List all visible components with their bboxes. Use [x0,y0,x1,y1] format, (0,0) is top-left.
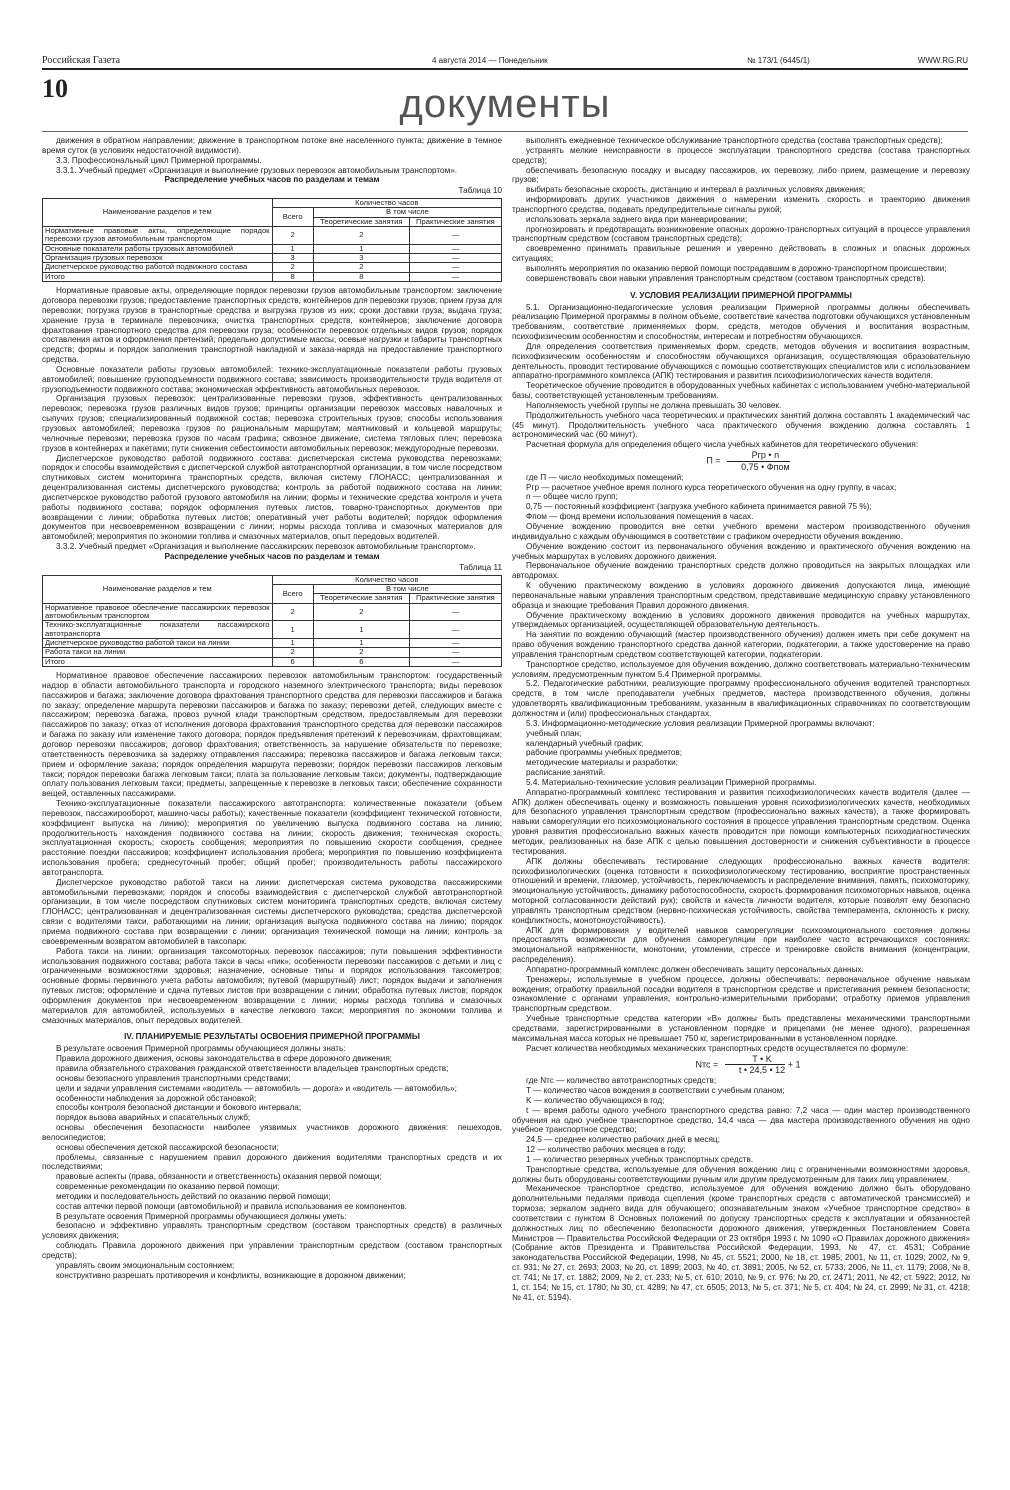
list-item: календарный учебный график; [526,738,644,748]
paragraph: Тренажеры, используемые в учебном процессе, должны обеспечивать: первоначальное обучение навыкам вождения; отработку правильной посадки водителя в транспортном средстве и пристегивания ремнем безопасности; ознакомление с органами управления, контрольно-измерительными приборами; отработку приемов управления транспортным средством. [512,974,970,1014]
paragraph: Аппаратно-программный комплекс должен обеспечивать защиту персональных данных. [526,964,864,974]
table-10 [42,198,502,282]
paragraph: Основные показатели работы грузовых автомобилей: технико-эксплуатационные показатели работы грузовых автомобилей; повышение грузоподъемности подвижного состава; зависимость производительности труда водителя от грузоподъемности подвижного состава; экономическая эффективность автомобильных перевозок. [42,364,502,394]
paragraph: На занятии по вождению обучающий (мастер производственного обучения) должен иметь при себе документ на право обучения вождению транспортного средства данной категории, подкатегории, а также удостоверение на право управления транспортным средством соответствующей категории, подкатегории. [512,630,970,659]
masthead-rule [42,68,968,70]
formula-fraction [727,450,790,473]
list-item: использовать зеркала заднего вида при маневрировании; [526,214,748,224]
paragraph: Организация грузовых перевозок: централизованные перевозки грузов, эффективность централизованных перевозок; перевозка грузов различных видов грузов; принципы организации перевозок массовых навалочных и сыпучих грузов; специализированный подвижной состав; перевозка строительных грузов; способы использования грузовых автомобилей; перевозка грузов по рациональным маршрутам; маятниковый и кольцевой маршруты; челночные перевозки; перевозка грузов по часам графика; сквозное движение, система тягловых плеч; перевозка грузов в контейнерах и пакетами; пути снижения себестоимости автомобильных перевозок; междугородные перевозки. [42,394,502,453]
paragraph: Работа такси на линии: организация таксомоторных перевозок пассажиров; пути повышения эффективности использования подвижного состава; работа такси в часы «пик»; особенности перевозки пассажиров с детьми и лиц с ограниченными возможностями здоровья; назначение, основные типы и порядок использования таксометров; основные формы первичного учета работы автомобиля; путевой (маршрутный) лист; порядок выдачи и заполнения путевых листов; оформление и сдача путевых листов при возвращении с линии; обработка путевых листов; порядок оформления документов при несвоевременном возвращении с линии; нормы расхода топлива и смазочных материалов для автомобилей, используемых в качестве легкового такси; мероприятия по экономии топлива и смазочных материалов, опыт передовых водителей. [42,946,502,1025]
list-item: методические материалы и разработки; [526,758,678,768]
table-11-title: Распределение учебных часов по разделам и темам [164,551,380,561]
col-header-name: Наименование разделов и тем [43,199,273,227]
list-item: расписание занятий. [526,768,606,778]
col-header-total: Всего [272,208,313,227]
paragraph: Обучение практическому вождению в условиях дорожного движения проводится на учебных маршрутах, утверждаемых организацией, осуществляющей образовательную деятельность. [512,610,970,630]
col-header-incl: В том числе [313,584,501,593]
paragraph: Транспортные средства, используемые для обучения вождению лиц с ограниченными возможностями здоровья, должны быть оборудованы соответствующими ручным или другим предусмотренным для таких лиц управлением. [512,1164,970,1184]
table-row-total: Итого 6 6 — [43,657,502,666]
list-item: правила обязательного страхования гражданской ответственности владельцев транспортных средств; [56,1063,449,1073]
paragraph: Фпом — фонд времени использования помещения в часах. [526,512,754,522]
paragraph: АПК должны обеспечивать тестирование следующих профессионально важных качеств водителя: психофизиологических (оценка готовности к психофизиологическому тестированию, восприятие пространственных отношений и времени, глазомер, устойчивость, переключаемость и распределение внимания, память, психомоторику, эмоциональную устойчивость, динамику работоспособности, скорость формирования психомоторных навыков, оценка моторной согласованности действий рук); свойств и качеств личности водителя, которые позволят ему безопасно управлять транспортным средством (нервно-психическая устойчивость, свойства темперамента, склонность к риску, конфликтность, монотоноустойчивость). [512,856,970,925]
col-header-practice: Практические занятия [409,217,501,226]
paragraph: Обучение вождению состоит из первоначального обучения вождению и практического обучения вождению на учебных маршрутах в условиях дорожного движения. [512,541,970,561]
list-item: основы обеспечения безопасности наиболее уязвимых участников дорожного движения: пешеходов, велосипедистов; [42,1123,502,1142]
list-item: основы обеспечения детской пассажирской безопасности; [56,1142,279,1152]
col-header-incl: В том числе [313,208,501,217]
table-row: Работа такси на линии 2 2 — [43,648,502,657]
col-header-theory: Теоретические занятия [313,594,409,603]
list-item: совершенствовать свои навыки управления транспортным средством (составом транспортных средств). [526,273,926,283]
table-11 [42,575,502,667]
list-item: цели и задачи управления системами «водитель — автомобиль — дорога» и «водитель — автомобиль»; [56,1083,457,1093]
masthead [42,55,968,67]
list-item: управлять своим эмоциональным состоянием; [56,1260,235,1270]
table-11-label: Таблица 11 [459,562,502,572]
table-row: Основные показатели работы грузовых автомобилей 1 1 — [43,244,502,253]
paragraph: Обучение вождению проводится вне сетки учебного времени мастером производственного обучения индивидуально с каждым обучающимся в соответствии с графиком очередности обучения вождению. [512,521,970,541]
list-item: где Nтс — количество автотранспортных средств; [526,1076,717,1086]
list-item: состав аптечки первой помощи (автомобильной) и правила использования ее компонентов. [56,1201,407,1211]
table-10-title: Распределение учебных часов по разделам и темам [164,175,380,185]
paragraph: Аппаратно-программный комплекс тестирования и развития психофизиологических качеств водителя (далее — АПК) должен обеспечивать оценку и возможность повышения уровня психофизиологических качеств, необходимых для безопасного управления транспортным средством (профессионально важных качеств), а также формировать навыки саморегуляции его психоэмоционального состояния в процессе управления транспортным средством. Оценка уровня развития профессионально важных качеств проводится при помощи компьютерных психодиагностических методик, реализованных на базе АПК с целью повышения достоверности и снижения субъективности в процессе тестирования. [512,787,970,856]
list-item: выполнять мероприятия по оказанию первой помощи пострадавшим в дорожно-транспортном происшествии; [526,263,947,273]
right-column [512,136,970,1303]
section-rule [42,131,968,132]
list-item: проблемы, связанные с нарушением правил дорожного движения водителями транспортных средств и их последствиями; [42,1152,502,1172]
col-header-theory: Теоретические занятия [313,217,409,226]
list-item: своевременно принимать правильные решения и уверенно действовать в сложных и опасных дорожных ситуациях; [512,244,970,264]
list-item: прогнозировать и предотвращать возникновение опасных дорожно-транспортных ситуаций в процессе управления транспортным средством (составом транспортных средств); [512,224,970,244]
list-item: правовые аспекты (права, обязанности и ответственность) оказания первой помощи; [56,1172,382,1182]
paragraph: Первоначальное обучение вождению транспортных средств должно проводиться на закрытых площадках или автодромах. [512,561,970,581]
paragraph: 5.2. Педагогические работники, реализующие программу профессионального обучения водителей транспортных средств, в том числе преподаватели учебных предметов, мастера производственного обучения, должны удовлетворять квалификационным требованиям, указанным в квалификационных справочниках по соответствующим должностям и (или) профессиональных стандартах. [512,679,970,718]
site-link[interactable]: WWW.RG.RU [917,56,968,65]
formula-numerator: T • K [725,1054,785,1066]
list-item: соблюдать Правила дорожного движения при управлении транспортным средством (составом транспортных средств); [42,1241,502,1260]
paragraph: n — общее число групп; [526,492,618,502]
paragraph: 5.3. Информационно-методические условия реализации Примерной программы включают: [526,718,875,728]
paragraph: Теоретическое обучение проводится в оборудованных учебных кабинетах с использованием учебно-материальной базы, соответствующей установленным требованиям. [512,381,970,401]
formula-numerator: Pгр • n [727,450,790,462]
paragraph: Наполняемость учебной группы не должна превышать 30 человек. [526,400,782,410]
table-row: Нормативное правовое обеспечение пассажирских перевозок автомобильным транспортом 2 2 — [43,603,502,621]
formula-lhs: П = [706,455,721,466]
list-item: выбирать безопасные скорость, дистанцию и интервал в различных условиях движения; [526,185,866,195]
formula-denominator: t • 24,5 • 12 [738,1065,786,1076]
paragraph: К обучению практическому вождению в условиях дорожного движения допускаются лица, имеющие первоначальные навыки управления транспортным средством, представившие медицинскую справку установленного образца и знающие требования Правил дорожного движения. [512,581,970,610]
page-number: 10 [42,74,68,103]
formula-rooms [512,450,970,473]
col-header-count: Количество часов [272,199,502,208]
list-item: основы безопасного управления транспортными средствами; [56,1073,291,1083]
paragraph: Транспортное средство, используемое для обучения вождению, должно соответствовать материально-техническим условиям, предусмотренным пунктом 5.4 Примерной программы. [512,659,970,679]
paragraph: Нормативное правовое обеспечение пассажирских перевозок автомобильным транспортом: государственный надзор в области автомобильного транспорта и городского наземного электрического транспорта; виды перевозок пассажиров и багажа; заключение договора фрахтования транспортного средства для перевозки пассажиров и багажа по заказу; определение маршрута перевозки пассажиров и багажа по заказу; перевозки детей, следующих вместе с пассажиром; перевозка багажа, провоз ручной клади транспортным средством, предоставляемым для перевозки пассажиров по заказу; отказ от исполнения договора фрахтования транспортного средства для перевозки пассажиров и багажа по заказу или изменение такого договора; порядок предъявления претензий к перевозчикам, фрахтовщикам; договор перевозки пассажиров; договор фрахтования; ответственность за нарушение обязательств по перевозке; ответственность перевозчика за задержку отправления пассажира; перевозка пассажиров и багажа легковым такси; прием и оформление заказа; порядок определения маршрута перевозки; порядок перевозки пассажиров легковым такси; порядок перевозки багажа легковым такси; плата за пользование легковым такси; документы, подтверждающие оплату пользования легковым такси; предметы, запрещенные к перевозке в легковых такси; обеспечение сохранности вещей, оставленных пассажирами. [42,671,502,799]
col-header-total: Всего [272,584,313,603]
formula-rhs: + 1 [787,1059,801,1070]
paragraph: 5.4. Материально-технические условия реализации Примерной программы. [526,777,817,787]
paragraph: Расчет количества необходимых механических транспортных средств осуществляется по формуле: [526,1043,909,1053]
formula-lhs: Nтс = [695,1059,719,1070]
issue-number: № 173/1 (6445/1) [747,56,810,65]
paragraph: где П — число необходимых помещений; [526,472,684,482]
paragraph: Pгр — расчетное учебное время полного курса теоретического обучения на одну группу, в часах; [526,482,897,492]
formula-denominator: 0,75 • Фпом [741,461,790,472]
left-column [42,136,502,1281]
paragraph: 0,75 — постоянный коэффициент (загрузка учебного кабинета принимается равной 75 %); [526,502,872,512]
paragraph: АПК для формирования у водителей навыков саморегуляции психоэмоционального состояния должны предоставлять возможности для обучения саморегуляции при наиболее часто встречающихся состояниях: эмоциональной напряженности, монотонии, утомлении, стрессе и тренировке свойств внимания (концентрации, распределения). [512,925,970,965]
list-item: обеспечивать безопасную посадку и высадку пассажиров, их перевозку, либо прием, размещение и перевозку грузов; [512,165,970,185]
paragraph: Учебные транспортные средства категории «B» должны быть представлены механическими транспортными средствами, зарегистрированными в установленном порядке и прицепами (не менее одного), разрешенная максимальная масса которых не превышает 750 кг, зарегистрированными в установленном порядке. [512,1014,970,1043]
list-item: способы контроля безопасной дистанции и бокового интервала; [56,1103,302,1113]
paragraph: Продолжительность учебного часа теоретических и практических занятий должна составлять 1 академический час (45 минут). Продолжительность учебного часа практического обучения вождению должна составлять 1 астрономический час (60 минут). [512,410,970,440]
paragraph: Диспетчерское руководство работой подвижного состава: диспетчерская система руководства перевозками; порядок и способы взаимодействия с диспетчерской службой автотранспортной организации, в том числе посредством спутниковых систем мониторинга транспортных средств, включая систему ГЛОНАСС; централизованная и децентрализованная системы диспетчерского руководства; контроль за работой подвижного состава на линии; диспетчерское руководство работой грузового автомобиля на линии; формы и технические средства контроля и учета работы подвижного состава; порядок оформления путевых листов, товарно-транспортных документов при возвращении с линии; обработка путевых листов; оперативный учет работы водителей; порядок оформления документов при несвоевременном возвращении с линии; нормы расхода топлива и смазочных материалов для автомобилей; мероприятия по экономии топлива и смазочных материалов, опыт передовых водителей. [42,453,502,542]
paragraph: Нормативные правовые акты, определяющие порядок перевозки грузов автомобильным транспортом: заключение договора перевозки грузов; предоставление транспортных средств, контейнеров для перевозки грузов; прием груза для перевозки; погрузка грузов в транспортные средства и выгрузка грузов из них; сроки доставки груза; выдача груза; хранение груза в терминале перевозчика; очистка транспортных средств, контейнеров; заключение договора фрахтования транспортного средства для перевозки груза; особенности перевозок отдельных видов грузов; порядок составления актов и оформления претензий; предельно допустимые массы, осевые нагрузки и габариты транспортных средств; формы и порядок заполнения транспортной накладной и заказа-наряда на предоставление транспортного средства. [42,286,502,365]
paragraph: 3.3.2. Учебный предмет «Организация и выполнение пассажирских перевозок автомобильным транспортом». [56,542,476,552]
list-item: 12 — количество рабочих месяцев в году; [526,1145,686,1155]
list-item: t — время работы одного учебного транспортного средства равно: 7,2 часа — один мастер производственного обучения на одно учебное транспортное средство, 14,4 часа — два мастера производственного обучения на одно учебное транспортное средство; [512,1105,970,1135]
paper-name: Российская Газета [42,55,121,66]
list-item: безопасно и эффективно управлять транспортным средством (составом транспортных средств) в различных условиях движения; [42,1221,502,1241]
col-header-practice: Практические занятия [409,594,501,603]
paragraph: 3.3. Профессиональный цикл Примерной программы. [56,155,262,165]
list-item: 1 — количество резервных учебных транспортных средств. [526,1154,754,1164]
paragraph: Расчетная формула для определения общего числа учебных кабинетов для теоретического обучения: [526,440,919,450]
paragraph: Диспетчерское руководство работой такси на линии: диспетчерская система руководства пассажирскими автомобильными перевозками; порядок и способы взаимодействия с диспетчерской службой автотранспортной организации, в том числе посредством спутниковых систем мониторинга транспортных средств, включая систему ГЛОНАСС; централизованная и децентрализованная системы диспетчерского руководства; средства диспетчерской связи с водителями такси, работающими на линии; организация выпуска подвижного состава на линию; порядок приема подвижного состава при возвращении с линии; организация технической помощи на линии; контроль за своевременным возвратом автомобилей в таксопарк. [42,877,502,946]
issue-date: 4 августа 2014 — Понедельник [432,56,548,65]
list-item: K — количество обучающихся в год; [526,1095,665,1105]
paragraph: Механическое транспортное средство, используемое для обучения вождению должно быть оборудовано дополнительными педалями привода сцепления (кроме транспортных средств с автоматической трансмиссией) и тормоза; зеркалом заднего вида для обучающего; опознавательным знаком «Учебное транспортное средство» в соответствии с пунктом 8 Основных положений по допуску транспортных средств к эксплуатации и обязанностей должностных лиц по обеспечению безопасности дорожного движения, утвержденных Постановлением Совета Министров — Правительства Российской Федерации от 23 октября 1993 г. № 1090 «О Правилах дорожного движения» (Собрание актов Президента и Правительства Российской Федерации, 1993, № 47, ст. 4531; Собрание законодательства Российской Федерации, 1998, № 45, ст. 5521; 2000, № 18, ст. 1985; 2001, № 11, ст. 1029; 2002, № 9, ст. 931; № 27, ст. 2693; 2003, № 20, ст. 1899; 2003, № 40, ст. 3891; 2005, № 52, ст. 5733; 2006, № 11, ст. 1179; 2008, № 8, ст. 741; № 17, ст. 1882; 2009, № 2, ст. 233; № 5, ст. 610; 2010, № 9, ст. 976; № 20, ст. 2471; 2011, № 42, ст. 5922; 2012, № 1, ст. 154; № 15, ст. 1780; № 30, ст. 4289; № 47, ст. 6505; 2013, № 5, ст. 371; № 5, ст. 404; № 24, ст. 2999; № 31, ст. 4218; № 41, ст. 5194). [512,1184,970,1302]
list-item: современные рекомендации по оказанию первой помощи; [56,1182,280,1192]
paragraph: 5.1. Организационно-педагогические условия реализации Примерной программы должны обеспечивать реализацию Примерной программы в полном объеме, соответствие качества подготовки обучающихся установленным требованиям, соответствие применяемых форм, средств, методов обучения и воспитания возрастным, психофизическим особенностям и способностям, интересам и потребностям обучающихся. [512,302,970,342]
list-item: В результате освоения Примерной программы обучающиеся должны уметь: [56,1211,347,1221]
table-row: Диспетчерское руководство работой такси на линии 1 1 — [43,639,502,648]
list-item: конструктивно разрешать противоречия и конфликты, возникающие в дорожном движении; [56,1270,406,1280]
list-item: 24,5 — среднее количество рабочих дней в месяц; [526,1135,720,1145]
table-row: Организация грузовых перевозок 3 3 — [43,254,502,263]
col-header-name: Наименование разделов и тем [43,575,273,603]
list-item: T — количество часов вождения в соответствии с учебным планом; [526,1085,785,1095]
formula-fraction [725,1054,785,1077]
paragraph: движения в обратном направлении; движение в транспортном потоке вне населенного пункта; движение в темное время суток (в условиях недостаточной видимости). [42,136,502,155]
list-item: Правила дорожного движения, основы законодательства в сфере дорожного движения; [56,1054,393,1064]
list-item: учебный план; [526,728,582,738]
list-item: рабочие программы учебных предметов; [526,748,683,758]
section-5-heading: V. УСЛОВИЯ РЕАЛИЗАЦИИ ПРИМЕРНОЙ ПРОГРАММЫ [630,290,852,300]
table-10-label: Таблица 10 [458,186,502,196]
section-title: документы [399,82,611,126]
table-row: Нормативные правовые акты, определяющие порядок перевозки грузов автомобильным транспортом 2 2 — [43,227,502,245]
formula-vehicles [512,1054,970,1077]
col-header-count: Количество часов [272,575,502,584]
list-item: порядок вызова аварийных и спасательных служб; [56,1113,251,1123]
table-row: Диспетчерское руководство работой подвижного состава 2 2 — [43,263,502,272]
list-item: информировать других участников движения о намерении изменить скорость и траекторию движения транспортного средства, подавать предупредительные сигналы рукой; [512,195,970,214]
list-item: особенности наблюдения за дорожной обстановкой; [56,1093,257,1103]
paragraph: 3.3.1. Учебный предмет «Организация и выполнение грузовых перевозок автомобильным транспортом». [56,165,458,175]
table-row-total: Итого 8 8 — [43,272,502,281]
table-row: Технико-эксплуатационные показатели пассажирского автотранспорта 1 1 — [43,621,502,639]
section-4-heading: IV. ПЛАНИРУЕМЫЕ РЕЗУЛЬТАТЫ ОСВОЕНИЯ ПРИМЕРНОЙ ПРОГРАММЫ [124,1032,420,1042]
list-item: устранять мелкие неисправности в процессе эксплуатации транспортного средства (состава транспортных средств); [512,145,970,165]
paragraph: Технико-эксплуатационные показатели пассажирского автотранспорта: количественные показатели (объем перевозок, пассажирооборот, машино-часы работы); качественные показатели (коэффициент технической готовности, коэффициент выпуска на линию); мероприятия по увеличению выпуска подвижного состава на линию; продолжительность нахождения подвижного состава на линии; скорость движения; техническая скорость; эксплуатационная скорость; скорость сообщения; мероприятия по повышению скорости сообщения, среднее расстояние поездки пассажиров; коэффициент использования пробега; мероприятия по повышению коэффициента использования пробега; среднесуточный пробег; общий пробег; производительность работы пассажирского автотранспорта. [42,799,502,877]
list-item: В результате освоения Примерной программы обучающиеся должны знать: [56,1044,346,1054]
list-item: методики и последовательность действий по оказанию первой помощи; [56,1191,331,1201]
paragraph: Для определения соответствия применяемых форм, средств, методов обучения и воспитания возрастным, психофизическим особенностям и способностям обучающихся организация, осуществляющая образовательную деятельность, проводит тестирование обучающихся с помощью соответствующих специалистов или с использованием аппаратно-программного комплекса (АПК) тестирования и развития психофизиологических качеств водителя. [512,341,970,381]
list-item: выполнять ежедневное техническое обслуживание транспортного средства (состава транспортных средств); [526,136,943,145]
